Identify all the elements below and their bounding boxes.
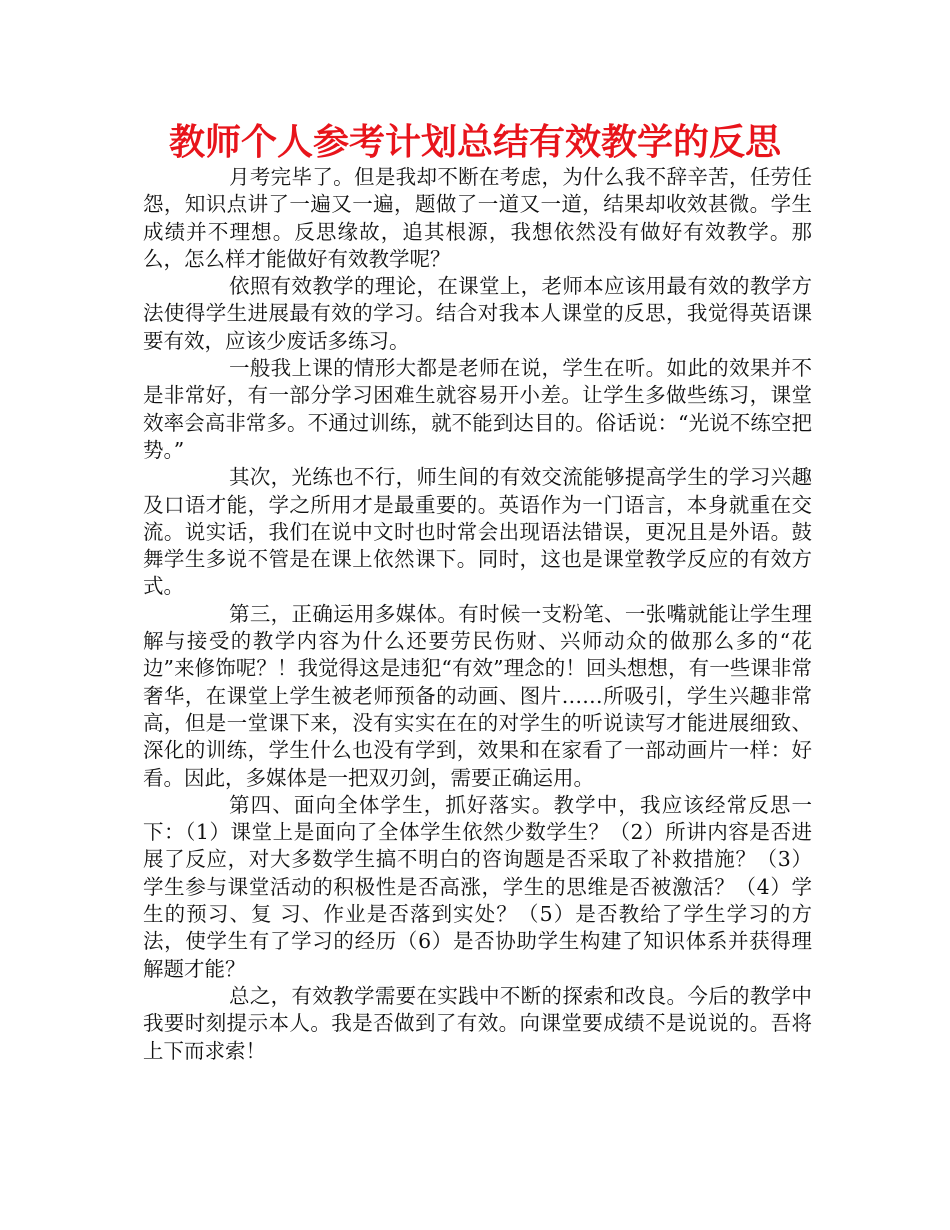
paragraph-3: 一般我上课的情形大都是老师在说，学生在听。如此的效果并不是非常好，有一部分学习困难生就容易开小差。让学生多做些练习，课堂效率会高非常多。不通过训练，就不能到达目的。俗话说：“光说不练空把势。” — [143, 356, 812, 462]
paragraph-5: 第三，正确运用多媒体。有时候一支粉笔、一张嘴就能让学生理解与接受的教学内容为什么还要劳民伤财、兴师动众的做那么多的“花边”来修饰呢？！我觉得这是违犯“有效”理念的！回头想想，有一些课非常奢华，在课堂上学生被老师预备的动画、图片……所吸引，学生兴趣非常高，但是一堂课下来，没有实实在在的对学生的听说读写才能进展细致、深化的训练，学生什么也没有学到，效果和在家看了一部动画片一样：好看。因此，多媒体是一把双刃剑，需要正确运用。 — [143, 601, 812, 790]
paragraph-6: 第四、面向全体学生，抓好落实。教学中，我应该经常反思一下：（1）课堂上是面向了全体学生依然少数学生？（2）所讲内容是否进展了反应，对大多数学生搞不明白的咨询题是否采取了补救措施？（3）学生参与课堂活动的积极性是否高涨，学生的思维是否被激活？（4）学生的预习、复 习、作业是否落到实处？（5）是否教给了学生学习的方法，使学生有了学习的经历（6）是否协助学生构建了知识体系并获得理解题才能？ — [143, 792, 812, 981]
paragraph-7: 总之，有效教学需要在实践中不断的探索和改良。今后的教学中我要时刻提示本人。我是否做到了有效。向课堂要成绩不是说说的。吾将上下而求索！ — [143, 983, 812, 1063]
paragraph-1: 月考完毕了。但是我却不断在考虑，为什么我不辞辛苦，任劳任怨，知识点讲了一遍又一遍，题做了一道又一道，结果却收效甚微。学生成绩并不理想。反思缘故，追其根源，我想依然没有做好有效教学。那么，怎么样才能做好有效教学呢？ — [143, 165, 812, 271]
paragraph-2: 依照有效教学的理论，在课堂上，老师本应该用最有效的教学方法使得学生进展最有效的学习。结合对我本人课堂的反思，我觉得英语课要有效，应该少废话多练习。 — [143, 274, 812, 353]
paragraph-4: 其次，光练也不行，师生间的有效交流能够提高学生的学习兴趣及口语才能，学之所用才是最重要的。英语作为一门语言，本身就重在交流。说实话，我们在说中文时也时常会出现语法错误，更况且是外语。鼓舞学生多说不管是在课上依然课下。同时，这也是课堂教学反应的有效方式。 — [143, 465, 812, 599]
document-title: 教师个人参考计划总结有效教学的反思 — [168, 122, 781, 163]
document-body — [143, 164, 812, 1065]
